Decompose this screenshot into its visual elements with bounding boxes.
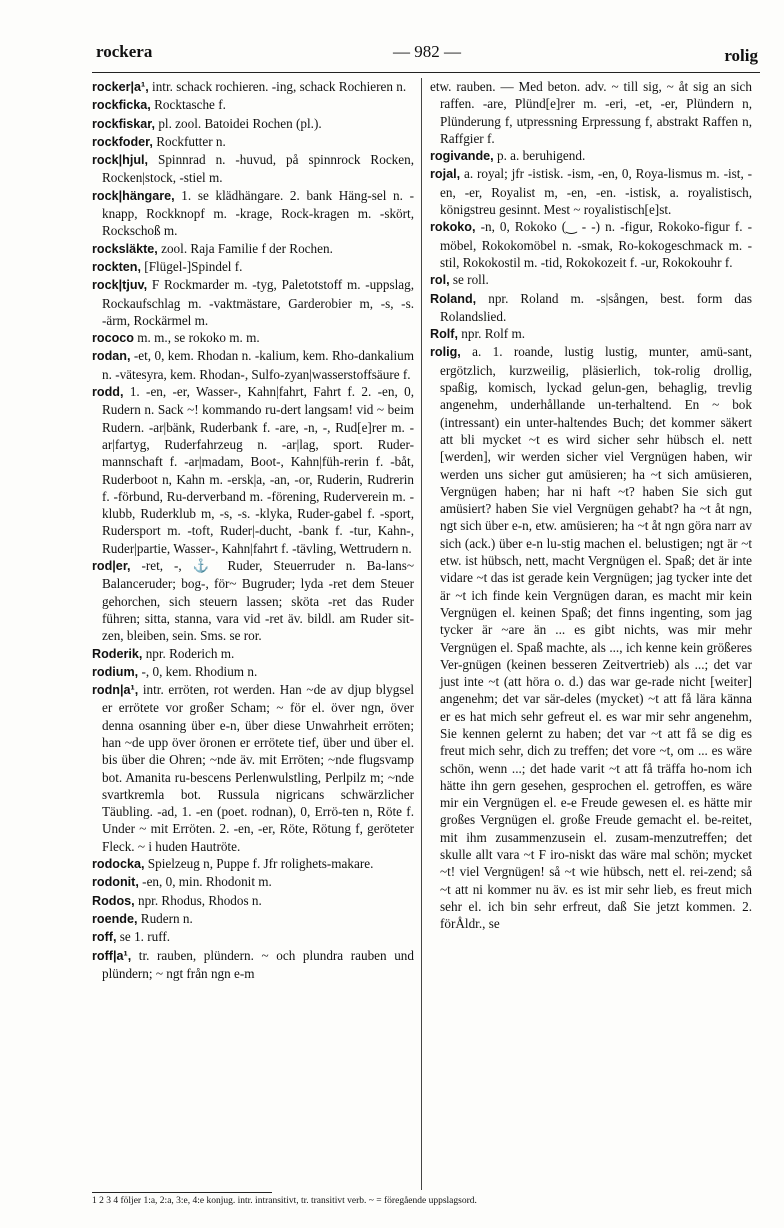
entry-headword: rockten, — [92, 259, 141, 274]
dictionary-entry — [430, 165, 752, 218]
header-left-guideword: rockera — [96, 42, 153, 61]
entry-definition: -n, 0, Rokoko (‿ - -) n. -figur, Rokoko-figur f. -möbel, Rokokomöbel n. -smak, Ro-kokogeschmack m. -stil, Rokokostil m. -tid, Rokokozeit f. -ur, Rokokouhr f. — [440, 219, 752, 270]
entry-definition: Spielzeug n, Puppe f. Jfr rolighets-makare. — [147, 856, 374, 872]
entry-definition: -, 0, kem. Rhodium n. — [141, 663, 258, 679]
entry-headword: rod|er, — [92, 559, 131, 574]
entry-definition: -en, 0, min. Rhodonit m. — [142, 874, 272, 890]
entry-headword: Rodos, — [92, 893, 135, 908]
entry-headword: roff, — [92, 930, 117, 945]
entry-headword: rockficka, — [92, 98, 151, 113]
entry-definition: -ret, -, ⚓ Ruder, Steuerruder n. Ba-lans~ Balanceruder; bog-, för~ Bugruder; lyda -ret dem Steuer gehorchen, sich steuern lassen; sköta -ret das Ruder führen; sitta, stanna, vara vid -ret äv. bildl. am Ruder sit-zen, bleiben, sein. Sms. se ror. — [102, 558, 414, 644]
dictionary-entry — [92, 681, 414, 855]
entry-headword: rojal, — [430, 167, 461, 182]
entry-headword: rol, — [430, 273, 450, 288]
entry-definition: intr. erröten, rot werden. Han ~de av djup blygsel er errötete vor großer Scham; ~ för el. över ngn, över denna osanning über e-n, über diese Unwahrheit erröten; han ~de upp över öronen er errötete tief, über und über el. bis über die Ohren; ~nde äv. mit Erröten; ~nde flugsvamp bot. Amanita ru-bescens Perlenwulstling, Perlpilz m; ~nde svartkremla bot. Russula nigricans schwärzlicher Täubling. -ad, 1. -en (poet. rodnan), 0, Errö-ten n, Röte f. Under ~ mit Erröten. 2. -en, -er, Röte, Rötung f, geröteter Fleck. ~ i huden Hautröte. — [102, 682, 414, 854]
entry-definition: 1. -en, -er, Wasser-, Kahn|fahrt, Fahrt f. 2. -en, 0, Rudern n. Sack ~! kommando ru-dert langsam! vid ~ beim Rudern. -ar|bänk, Ruderbank f. -are, -n, -, Rud[e]rer m. -ar|fartyg, Ruderfahrzeug n. -ar|lag, sport. Ruder-mannschaft f. -ar|madam, Boot-, Kahn|füh-rerin f. -båt, Ruderboot n, Kahn m. -ersk|a, -an, -or, Ruderin, Rudrerin f. -förbund, Ru-derverband m. -förening, Ruderverein m. -klubb, Ruderklub m, -s, -s. -klyka, Ruder-gabel f. -sport, Rudersport m. -toft, Ruder|-ducht, -bank f. -tur, Kahn-, Ruder|partie, Wasser-, Kahn|fahrt f. -tävling, Wettrudern n. — [102, 384, 414, 556]
entry-headword: rococo — [92, 331, 134, 346]
right-column — [430, 78, 752, 1190]
dictionary-entry — [92, 115, 414, 133]
entry-definition: Rockfutter n. — [156, 133, 226, 149]
dictionary-entry — [92, 276, 414, 329]
entry-headword: rockfiskar, — [92, 116, 156, 131]
entry-definition: se 1. ruff. — [119, 929, 171, 945]
entry-headword: Rolf, — [430, 327, 458, 342]
dictionary-entry — [92, 910, 414, 928]
dictionary-entry — [92, 240, 414, 258]
dictionary-entry — [92, 855, 414, 873]
entry-definition: F Rockmarder m. -tyg, Paletotstoff m. -uppslag, Rockaufschlag m. -vaktmästare, Garderobier m, -s, -s. -ärm, Rockärmel m. — [102, 277, 414, 328]
dictionary-entry — [92, 78, 414, 96]
entry-definition: intr. schack rochieren. -ing, schack Rochieren n. — [152, 79, 407, 94]
page-footnote: 1 2 3 4 följer 1:a, 2:a, 3:e, 4:e konjug. intr. intransitivt, tr. transitivt verb. ~ = föregående uppslagsord. — [92, 1196, 477, 1206]
entry-headword: rock|hängare, — [92, 188, 175, 203]
entry-definition: tr. rauben, plündern. ~ och plundra rauben und plündern; ~ ngt från ngn e-m — [102, 947, 414, 981]
header-divider — [92, 72, 760, 73]
entry-definition: zool. Raja Familie f der Rochen. — [161, 240, 333, 256]
entry-definition: Rudern n. — [140, 910, 193, 926]
entry-headword: roende, — [92, 911, 138, 926]
page-number: — 982 — — [393, 42, 461, 61]
entry-definition: a. 1. roande, lustig lustig, munter, amü-sant, ergötzlich, kurzweilig, pläsierlich, tok-rolig drollig, spaßig, komisch, lyckad gelun-gen, behaglig, trevlig angenehm, underhållande un-terhaltend. En ~ bok (intressant) ein unter-haltendes Buch; det kommer säkert att bli mycket ~t es wird sicher sehr hübsch el. nett [werden], wir werden sicher viel Vergnügen haben, wir werden uns sicher gut amüsieren; ha ~t sich amüsieren, Vergnügen haben; har ni haft ~t? haben Sie sich gut amüsiert? haben Sie viel Vergnügen gehabt? ha ~t åt ngn, ngt sich über e-n, etw. amüsieren; ha ~t åt ngn göra narr av sich (ack.) über e-n lu-stig machen el. belustigen; ngt är ~t etw. ist hübsch, nett, macht Vergnügen el. Spaß; det är inte vidare ~t das ist gerade kein Vergnügen; jag tycker inte det är ~t ich finde kein Vergnügen daran, es macht mir kein Vergnügen el. keinen Spaß; det finns ingenting, som jag tycker är ~are än ... es gibt nichts, was mir mehr Vergnügen el. Spaß machte, als ..., ich kenne kein größeres Ver-gnügen (keinen besseren Zeitvertrieb) als ...; det var just inte ~t (att höra o. d.) das war ge-rade nicht [weiter] angenehm; det var sär-deles (mycket) ~t att få lära känna er es hat mich sehr gefreut el. es war mir sehr angenehm, Sie kennen gelernt zu haben; det var ~t att få se dig es freut mich sehr, dich zu treffen; det vore ~t, om ... es wäre schön, wenn ...; det hade varit ~t att få träffa ho-nom ich hätte ihn gern gesehen, gesprochen el. getroffen, es wäre mir ein Vergnügen el. e-e Freude gewesen el. es hätte mir großes Vergnügen el. große Freude gemacht el. be-reitet, mit ihm zusammenzusein el. zusam-menzutreffen; det skulle allt vara ~t F iro-niskt das wäre mal schön; mycket ~t! viel Vergnügen! så ~t wie hübsch, nett el. rei-zend; så ~t att ni kommer nu äv. es ist mir sehr lieb, es freut mich sehr el. ich bin sehr erfreut, daß Sie jetzt kommen. 2. förÅldr., se — [440, 344, 752, 932]
entry-headword: Roland, — [430, 291, 477, 306]
entry-definition: npr. Rhodus, Rhodos n. — [137, 892, 262, 908]
page-header — [96, 42, 758, 72]
entry-definition: Rocktasche f. — [154, 97, 226, 113]
entry-headword: rocker|a¹, — [92, 80, 149, 94]
entry-definition: p. a. beruhigend. — [496, 148, 586, 164]
entry-headword: rodonit, — [92, 875, 139, 890]
dictionary-entry — [92, 151, 414, 187]
footnote-divider — [92, 1192, 272, 1193]
entry-definition: npr. Roland m. -s|sången, best. form das Rolandslied. — [440, 290, 752, 324]
entry-definition: 1. se klädhängare. 2. bank Häng-sel n. -knapp, Rockknopf m. -krage, Rock-kragen m. -skört, Rockschoß m. — [102, 187, 414, 239]
dictionary-entry — [92, 645, 414, 663]
entry-headword: Roderik, — [92, 646, 143, 661]
entry-headword: rocksläkte, — [92, 241, 158, 256]
dictionary-entry — [92, 187, 414, 240]
entry-definition: npr. Rolf m. — [461, 326, 526, 342]
dictionary-entry — [92, 947, 414, 983]
dictionary-entry — [92, 928, 414, 946]
entry-headword: rock|tjuv, — [92, 278, 148, 293]
entry-headword: rokoko, — [430, 220, 476, 235]
dictionary-entry — [430, 290, 752, 326]
entry-headword: rodium, — [92, 664, 139, 679]
dictionary-entry — [430, 325, 752, 343]
entry-headword: rodd, — [92, 385, 124, 400]
entry-definition: a. royal; jfr -istisk. -ism, -en, 0, Roya-lismus m. -ist, -en, -er, Royalist m, -en, -en. -istisk, a. royalistisch, königstreu gesinnt. Mest ~ royalistisch[e]st. — [440, 166, 752, 218]
entry-headword: rolig, — [430, 345, 461, 360]
dictionary-entry — [92, 663, 414, 681]
dictionary-entry — [92, 557, 414, 644]
entry-headword: rodn|a¹, — [92, 683, 139, 698]
column-divider — [421, 78, 422, 1190]
entry-definition: -et, 0, kem. Rhodan n. -kalium, kem. Rho-dankalium n. -vätesyra, kem. Rhodan-, Sulfo-zyan|wasserstoffsäure f. — [102, 348, 414, 382]
dictionary-entry — [430, 218, 752, 271]
header-right-guideword: rolig — [724, 46, 758, 65]
entry-definition: se roll. — [452, 272, 489, 288]
dictionary-entry — [92, 258, 414, 276]
entry-definition: pl. zool. Batoidei Rochen (pl.). — [158, 115, 322, 131]
entry-definition: npr. Roderich m. — [145, 645, 235, 661]
dictionary-entry — [430, 343, 752, 932]
dictionary-entry — [92, 329, 414, 347]
entry-definition: [Flügel-]Spindel f. — [144, 258, 243, 274]
dictionary-entry — [430, 147, 752, 165]
entry-headword: rogivande, — [430, 149, 494, 164]
dictionary-entry — [430, 271, 752, 289]
dictionary-entry — [92, 873, 414, 891]
dictionary-entry — [92, 133, 414, 151]
entry-headword: rodan, — [92, 349, 131, 364]
left-column — [92, 78, 414, 1190]
dictionary-entry — [92, 347, 414, 383]
entry-definition: etw. rauben. — Med beton. adv. ~ till sig, ~ åt sig an sich raffen. -are, Plünd[e]rer m. -eri, -et, -er, Plündern n, Plünderung f, utpressning Erpressung f, abstrakt Raffen n, Raffgier f. — [430, 79, 752, 146]
entry-headword: rockfoder, — [92, 134, 153, 149]
entry-headword: rock|hjul, — [92, 153, 149, 168]
dictionary-entry — [430, 78, 752, 147]
dictionary-entry — [92, 383, 414, 557]
entry-definition: Spinnrad n. -huvud, på spinnrock Rocken, Rocken|stock, -stiel m. — [102, 152, 414, 186]
dictionary-entry — [92, 96, 414, 114]
entry-definition: m. m., se rokoko m. m. — [137, 330, 260, 346]
entry-headword: rodocka, — [92, 857, 145, 872]
entry-headword: roff|a¹, — [92, 948, 132, 963]
dictionary-entry — [92, 892, 414, 910]
